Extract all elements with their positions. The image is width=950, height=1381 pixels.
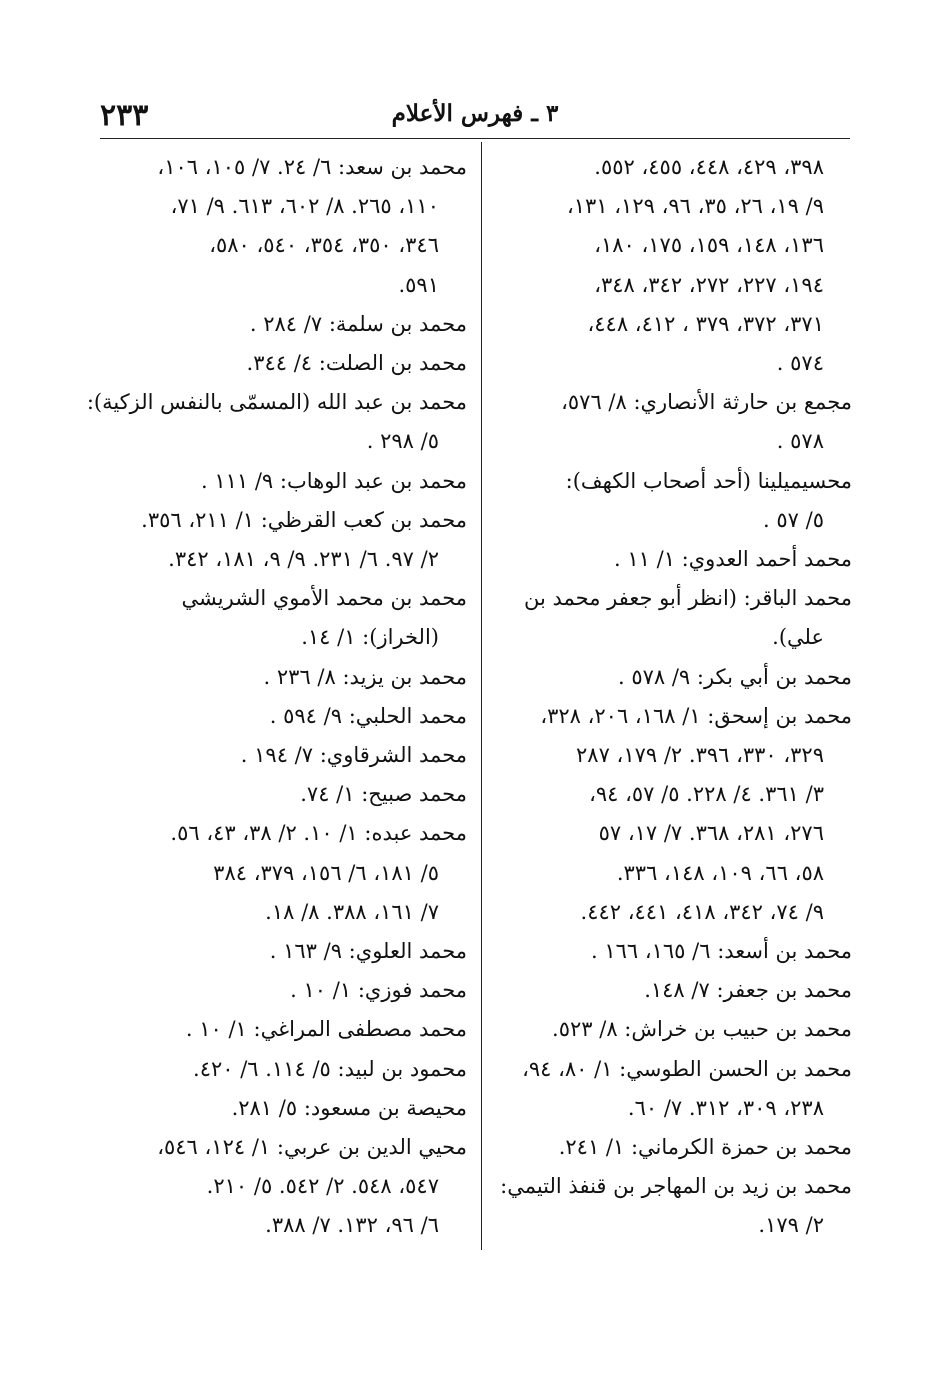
index-entry <box>492 1128 852 1167</box>
entry-heading-line: محمد بن محمد الأموي الشريشي <box>181 586 467 611</box>
index-entry <box>492 932 852 971</box>
index-entry <box>492 540 852 579</box>
index-entry <box>492 579 852 657</box>
entry-heading-line: محمد صبيح: ١/ ٧٤. <box>300 782 467 807</box>
entry-continuation-line: علي). <box>772 625 824 650</box>
entry-continuation-line: ٢/ ٩٧. ٦/ ٢٣١. ٩/ ٩، ١٨١، ٣٤٢. <box>168 547 439 572</box>
entry-heading-line: محمد العلوي: ٩/ ١٦٣ . <box>269 939 467 964</box>
index-entry <box>86 383 467 461</box>
index-entry <box>102 736 467 775</box>
entry-heading-line: محمد بن جعفر: ٧/ ١٤٨. <box>644 978 852 1003</box>
entry-continuation-line: ٧/ ١٦١، ٣٨٨. ٨/ ١٨. <box>265 899 439 924</box>
entry-heading-line: محيي الدين بن عربي: ١/ ١٢٤، ٥٤٦، <box>157 1135 467 1160</box>
index-entry <box>492 697 852 932</box>
entry-heading-line: محمد عبده: ١/ ١٠. ٢/ ٣٨، ٤٣، ٥٦. <box>170 821 467 846</box>
index-entry <box>102 814 467 932</box>
entry-heading-line: محمد بن حبيب بن خراش: ٨/ ٥٢٣. <box>552 1017 852 1042</box>
entry-heading-line: محمد بن يزيد: ٨/ ٢٣٦ . <box>263 664 467 689</box>
entry-continuation-line: ٦/ ٩٦، ١٣٢. ٧/ ٣٨٨. <box>265 1213 439 1238</box>
entry-continuation-line: ١١٠، ٢٦٥. ٨/ ٦٠٢، ٦١٣. ٩/ ٧١، <box>170 194 439 219</box>
entry-heading-line: مجمع بن حارثة الأنصاري: ٨/ ٥٧٦، <box>561 390 852 415</box>
entry-heading-line: محمد الباقر: (انظر أبو جعفر محمد بن <box>523 586 852 611</box>
entry-continuation-line: ١٣٦، ١٤٨، ١٥٩، ١٧٥، ١٨٠، <box>594 233 824 258</box>
entry-continuation-line: ٢٣٨، ٣٠٩، ٣١٢. ٧/ ٦٠. <box>627 1095 824 1120</box>
index-entry <box>492 148 852 383</box>
index-entry <box>102 1089 467 1128</box>
index-entry <box>102 1128 467 1246</box>
entry-heading-line: محمد فوزي: ١/ ١٠ . <box>290 978 467 1003</box>
entry-heading-line: محمد بن زيد بن المهاجر بن قنفذ التيمي: <box>500 1174 852 1199</box>
entry-heading-line: محسيميلينا (أحد أصحاب الكهف): <box>565 468 852 493</box>
index-entry <box>102 305 467 344</box>
entry-heading-line: محمد بن سلمة: ٧/ ٢٨٤ . <box>249 311 467 336</box>
entry-heading-line: محمد الشرقاوي: ٧/ ١٩٤ . <box>240 743 467 768</box>
entry-continuation-line: ٥٧٨ . <box>776 429 824 454</box>
entry-heading-line: محمد بن أبي بكر: ٩/ ٥٧٨ . <box>617 664 852 689</box>
entry-heading-line: محمد بن الصلت: ٤/ ٣٤٤. <box>246 351 467 376</box>
index-entry <box>102 932 467 971</box>
index-entry <box>492 1010 852 1049</box>
column-divider <box>481 142 482 1250</box>
entry-continuation-line: (الخراز): ١/ ١٤. <box>301 625 439 650</box>
index-entry <box>102 462 467 501</box>
index-entry <box>102 148 467 305</box>
entry-continuation-line: ٩/ ١٩، ٢٦، ٣٥، ٩٦، ١٢٩، ١٣١، <box>566 194 824 219</box>
index-entry <box>102 775 467 814</box>
index-entry <box>102 658 467 697</box>
entry-heading-line: محمود بن لبيد: ٥/ ١١٤. ٦/ ٤٢٠. <box>193 1056 467 1081</box>
entry-continuation-line: ٥٧٤ . <box>776 351 824 376</box>
index-entry <box>102 1050 467 1089</box>
entry-continuation-line: ٩/ ٧٤، ٣٤٢، ٤١٨، ٤٤١، ٤٤٢. <box>580 899 824 924</box>
entry-heading-line: محمد بن أسعد: ٦/ ١٦٥، ١٦٦ . <box>590 939 852 964</box>
entry-continuation-line: ٥٩١. <box>398 272 439 297</box>
entry-continuation-line: ٣٤٦، ٣٥٠، ٣٥٤، ٥٤٠، ٥٨٠، <box>209 233 439 258</box>
entry-continuation-line: ٢٧٦، ٢٨١، ٣٦٨. ٧/ ١٧، ٥٧ <box>598 821 824 846</box>
entry-continuation-line: ٥/ ١٨١، ٦/ ١٥٦، ٣٧٩، ٣٨٤ <box>213 860 439 885</box>
entry-heading-line: محمد بن الحسن الطوسي: ١/ ٨٠، ٩٤، <box>522 1056 852 1081</box>
index-entry <box>492 658 852 697</box>
running-title: ٣ ـ فهرس الأعلام <box>391 100 559 127</box>
entry-continuation-line: ٢/ ١٧٩. <box>758 1213 824 1238</box>
entry-continuation-line: ٥/ ٢٩٨ . <box>366 429 439 454</box>
index-entry <box>492 462 852 540</box>
index-entry <box>492 1050 852 1128</box>
entry-continuation-line: ١٩٤، ٢٢٧، ٢٧٢، ٣٤٢، ٣٤٨، <box>594 272 824 297</box>
entry-heading-line: محمد بن حمزة الكرماني: ١/ ٢٤١. <box>558 1135 852 1160</box>
entry-heading-line: محمد أحمد العدوي: ١/ ١١ . <box>614 547 852 572</box>
entry-heading-line: محمد بن عبد الله (المسمّى بالنفس الزكية): <box>86 390 467 415</box>
entry-continuation-line: ٥/ ٥٧ . <box>763 507 824 532</box>
entry-heading-line: ٣٩٨، ٤٢٩، ٤٤٨، ٤٥٥، ٥٥٢. <box>594 155 824 179</box>
index-entry <box>102 344 467 383</box>
entry-heading-line: محمد مصطفى المراغي: ١/ ١٠ . <box>185 1017 467 1042</box>
index-entry <box>102 501 467 579</box>
entry-heading-line: محيصة بن مسعود: ٥/ ٢٨١. <box>231 1095 467 1120</box>
entry-heading-line: محمد بن سعد: ٦/ ٢٤. ٧/ ١٠٥، ١٠٦، <box>157 155 467 179</box>
page-header <box>100 96 850 139</box>
index-entry <box>492 383 852 461</box>
page-number: ٢٣٣ <box>100 98 149 133</box>
index-entry <box>102 697 467 736</box>
entry-continuation-line: ٥٨، ٦٦، ١٠٩، ١٤٨، ٣٣٦. <box>616 860 824 885</box>
index-entry <box>492 971 852 1010</box>
entry-heading-line: محمد الحلبي: ٩/ ٥٩٤ . <box>269 703 467 728</box>
index-entry <box>102 1010 467 1049</box>
entry-continuation-line: ٥٤٧، ٥٤٨. ٢/ ٥٤٢. ٥/ ٢١٠. <box>206 1174 439 1199</box>
entry-heading-line: محمد بن عبد الوهاب: ٩/ ١١١ . <box>200 468 467 493</box>
entry-heading-line: محمد بن كعب القرظي: ١/ ٢١١، ٣٥٦. <box>141 507 467 532</box>
entry-heading-line: محمد بن إسحق: ١/ ١٦٨، ٢٠٦، ٣٢٨، <box>540 703 852 728</box>
index-column-left <box>86 148 467 1246</box>
index-entry <box>492 1167 852 1245</box>
index-entry <box>102 579 467 657</box>
index-column-right <box>492 148 852 1246</box>
entry-continuation-line: ٣/ ٣٦١. ٤/ ٢٢٨. ٥/ ٥٧، ٩٤، <box>589 782 824 807</box>
entry-continuation-line: ٣٧١، ٣٧٢، ٣٧٩ ، ٤١٢، ٤٤٨، <box>587 311 824 336</box>
entry-continuation-line: ٣٢٩، ٣٣٠، ٣٩٦. ٢/ ١٧٩، ٢٨٧ <box>576 743 824 768</box>
index-entry <box>102 971 467 1010</box>
